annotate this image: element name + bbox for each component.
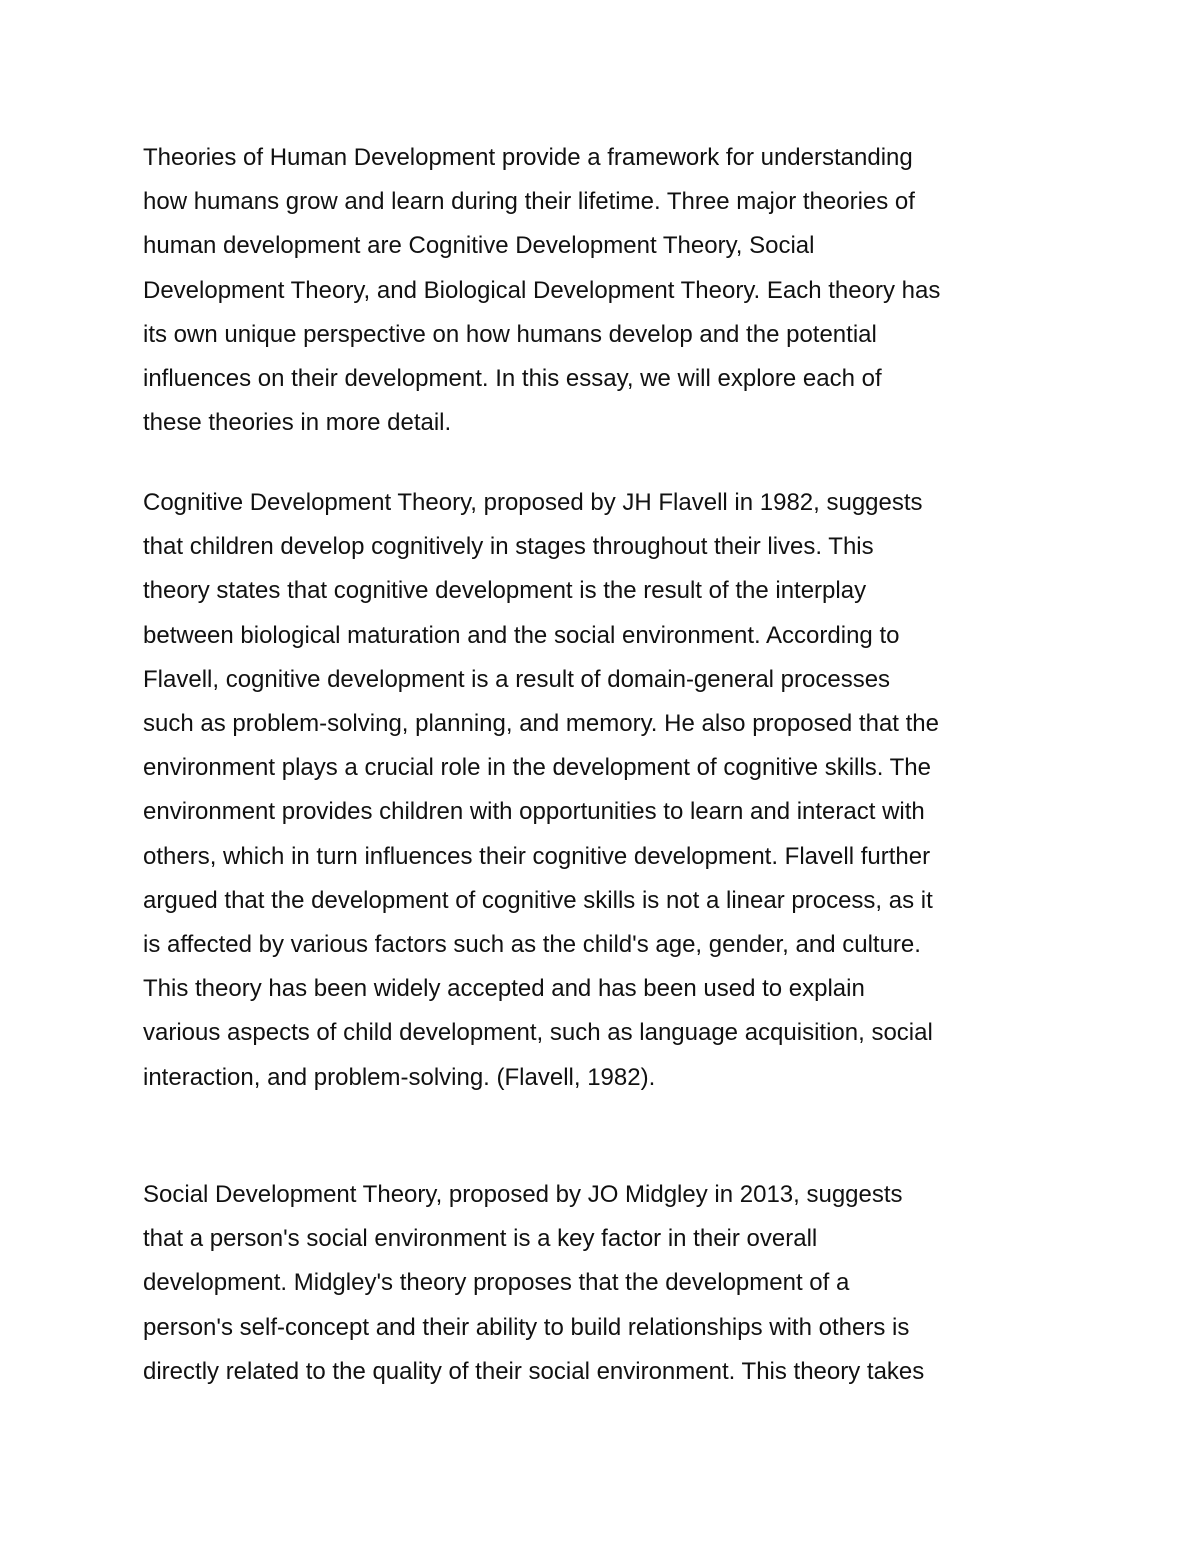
text-line: theory states that cognitive development is the result of the interplay (143, 577, 867, 605)
text-line: various aspects of child development, such as language acquisition, social (143, 1019, 933, 1047)
text-line: interaction, and problem-solving. (Flavell, 1982). (143, 1063, 656, 1091)
text-line: that children develop cognitively in stages throughout their lives. This (143, 533, 874, 561)
text-line: development. Midgley's theory proposes that the development of a (143, 1269, 850, 1297)
text-line: human development are Cognitive Development Theory, Social (143, 232, 815, 260)
text-line: these theories in more detail. (143, 409, 452, 437)
text-line: Social Development Theory, proposed by JO Midgley in 2013, suggests (143, 1181, 903, 1208)
text-line: such as problem-solving, planning, and memory. He also proposed that the (143, 710, 939, 738)
text-line: others, which in turn influences their cognitive development. Flavell further (143, 842, 931, 870)
text-line: Development Theory, and Biological Development Theory. Each theory has (143, 276, 941, 304)
text-line: Flavell, cognitive development is a result of domain-general processes (143, 665, 891, 693)
text-line: This theory has been widely accepted and has been used to explain (143, 975, 865, 1003)
text-line: environment plays a crucial role in the development of cognitive skills. The (143, 754, 931, 782)
paragraph-cognitive-development (143, 481, 1073, 1100)
text-line: argued that the development of cognitive skills is not a linear process, as it (143, 886, 933, 914)
text-line: Cognitive Development Theory, proposed by JH Flavell in 1982, suggests (143, 489, 923, 516)
text-line: Theories of Human Development provide a framework for understanding (143, 144, 913, 171)
paragraph-introduction (143, 136, 1073, 445)
text-line: person's self-concept and their ability to build relationships with others is (143, 1313, 910, 1341)
text-line: its own unique perspective on how humans develop and the potential (143, 320, 877, 348)
text-line: influences on their development. In this essay, we will explore each of (143, 365, 882, 393)
text-line: that a person's social environment is a key factor in their overall (143, 1225, 818, 1253)
text-line: is affected by various factors such as the child's age, gender, and culture. (143, 931, 921, 959)
text-line: environment provides children with opportunities to learn and interact with (143, 798, 925, 826)
paragraph-social-development (143, 1173, 1073, 1394)
text-line: between biological maturation and the social environment. According to (143, 621, 900, 649)
text-line: how humans grow and learn during their lifetime. Three major theories of (143, 188, 915, 216)
text-line: directly related to the quality of their social environment. This theory takes (143, 1357, 925, 1385)
